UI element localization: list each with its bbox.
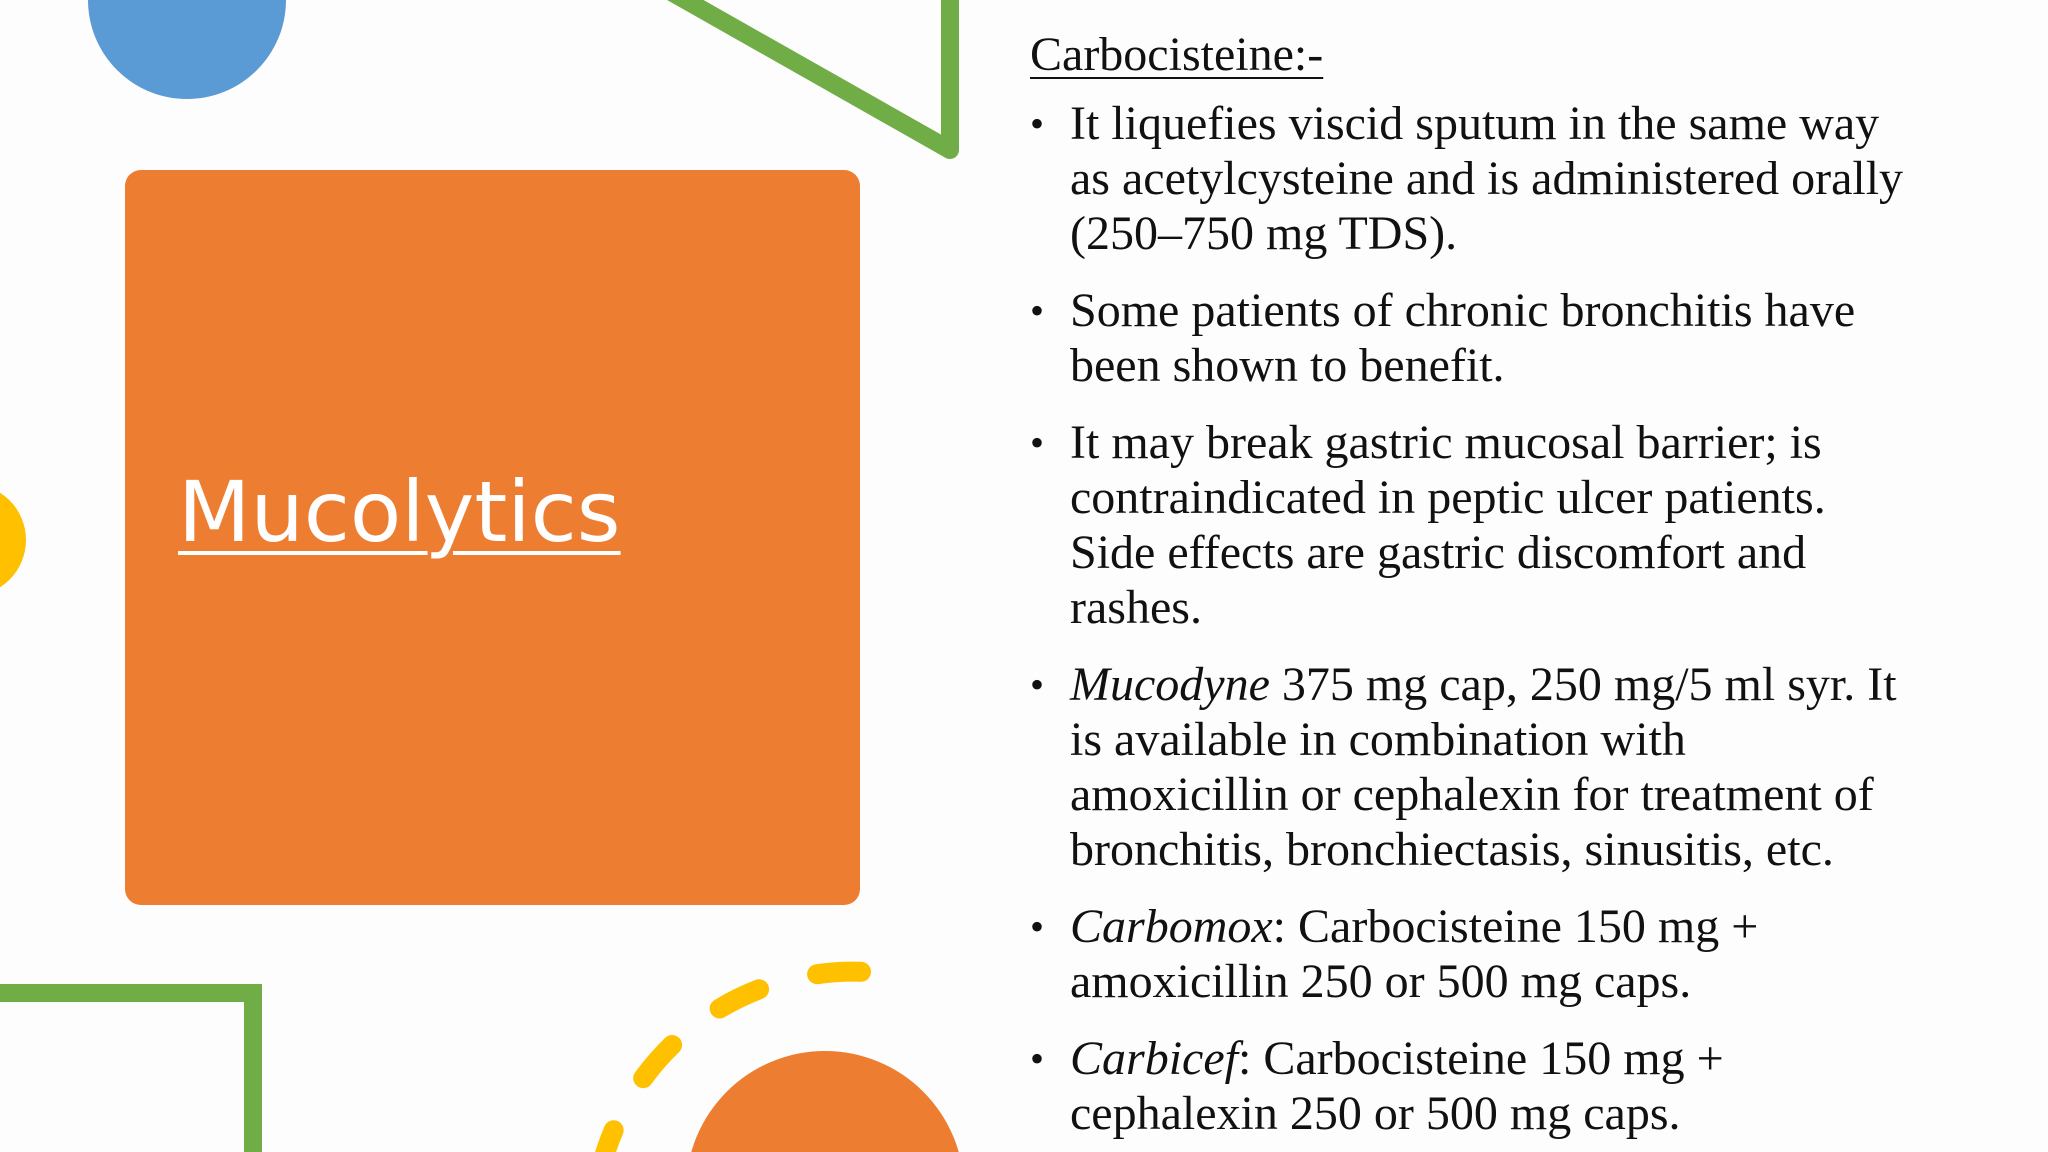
brand-name: Carbomox	[1070, 900, 1273, 953]
bullet-item	[1030, 96, 2030, 261]
yellow-half-circle-shape	[0, 484, 26, 596]
bullet-line: Some patients of chronic bronchitis have	[1070, 284, 1856, 337]
bullet-icon: •	[1030, 904, 1045, 949]
bullet-item	[1030, 1031, 2030, 1141]
bullet-line-text: 375 mg cap, 250 mg/5 ml syr. It	[1269, 658, 1897, 711]
orange-circle-shape	[686, 1051, 964, 1152]
bullet-line: been shown to benefit.	[1070, 339, 1505, 392]
bullet-line: amoxicillin 250 or 500 mg caps.	[1070, 955, 1692, 1008]
blue-circle-shape	[88, 0, 286, 99]
bullet-line: contraindicated in peptic ulcer patients.	[1070, 471, 1826, 524]
bullet-line-text: : Carbocisteine 150 mg +	[1272, 900, 1759, 953]
bullet-icon: •	[1030, 1036, 1045, 1081]
bullet-line: It may break gastric mucosal barrier; is	[1070, 416, 1822, 469]
bullet-item	[1030, 899, 2030, 1009]
content-area	[1030, 22, 2030, 1152]
bullet-icon: •	[1030, 662, 1045, 707]
bullet-line: It liquefies viscid sputum in the same way	[1070, 97, 1880, 150]
bullet-line: cephalexin 250 or 500 mg caps.	[1070, 1087, 1681, 1140]
bullet-line: bronchitis, bronchiectasis, sinusitis, etc.	[1070, 823, 1834, 876]
green-square-outline-shape	[0, 993, 253, 1152]
bullet-line: amoxicillin or cephalexin for treatment of	[1070, 768, 1874, 821]
bullet-icon: •	[1030, 420, 1045, 465]
slide-title: Mucolytics	[178, 463, 621, 561]
bullet-item	[1030, 415, 2030, 635]
bullet-line: Side effects are gastric discomfort and	[1070, 526, 1807, 579]
green-triangle-outline-shape	[650, 0, 950, 150]
bullet-line: as acetylcysteine and is administered orally	[1070, 152, 1904, 205]
bullet-line	[1070, 899, 2030, 954]
bullet-line-text: : Carbocisteine 150 mg +	[1237, 1032, 1724, 1085]
bullet-list	[1030, 96, 2030, 1141]
bullet-icon: •	[1030, 101, 1045, 146]
brand-name: Carbicef	[1070, 1032, 1238, 1085]
brand-name: Mucodyne	[1070, 658, 1270, 711]
bullet-item	[1030, 283, 2030, 393]
bullet-line: rashes.	[1070, 581, 1202, 634]
bullet-item	[1030, 657, 2030, 877]
bullet-line: (250–750 mg TDS).	[1070, 207, 1458, 260]
bullet-icon: •	[1030, 288, 1045, 333]
title-panel	[125, 170, 860, 905]
bullet-line	[1070, 1031, 2030, 1086]
section-heading: Carbocisteine:-	[1030, 28, 1324, 81]
bullet-line: is available in combination with	[1070, 713, 1686, 766]
bullet-line	[1070, 657, 2030, 712]
